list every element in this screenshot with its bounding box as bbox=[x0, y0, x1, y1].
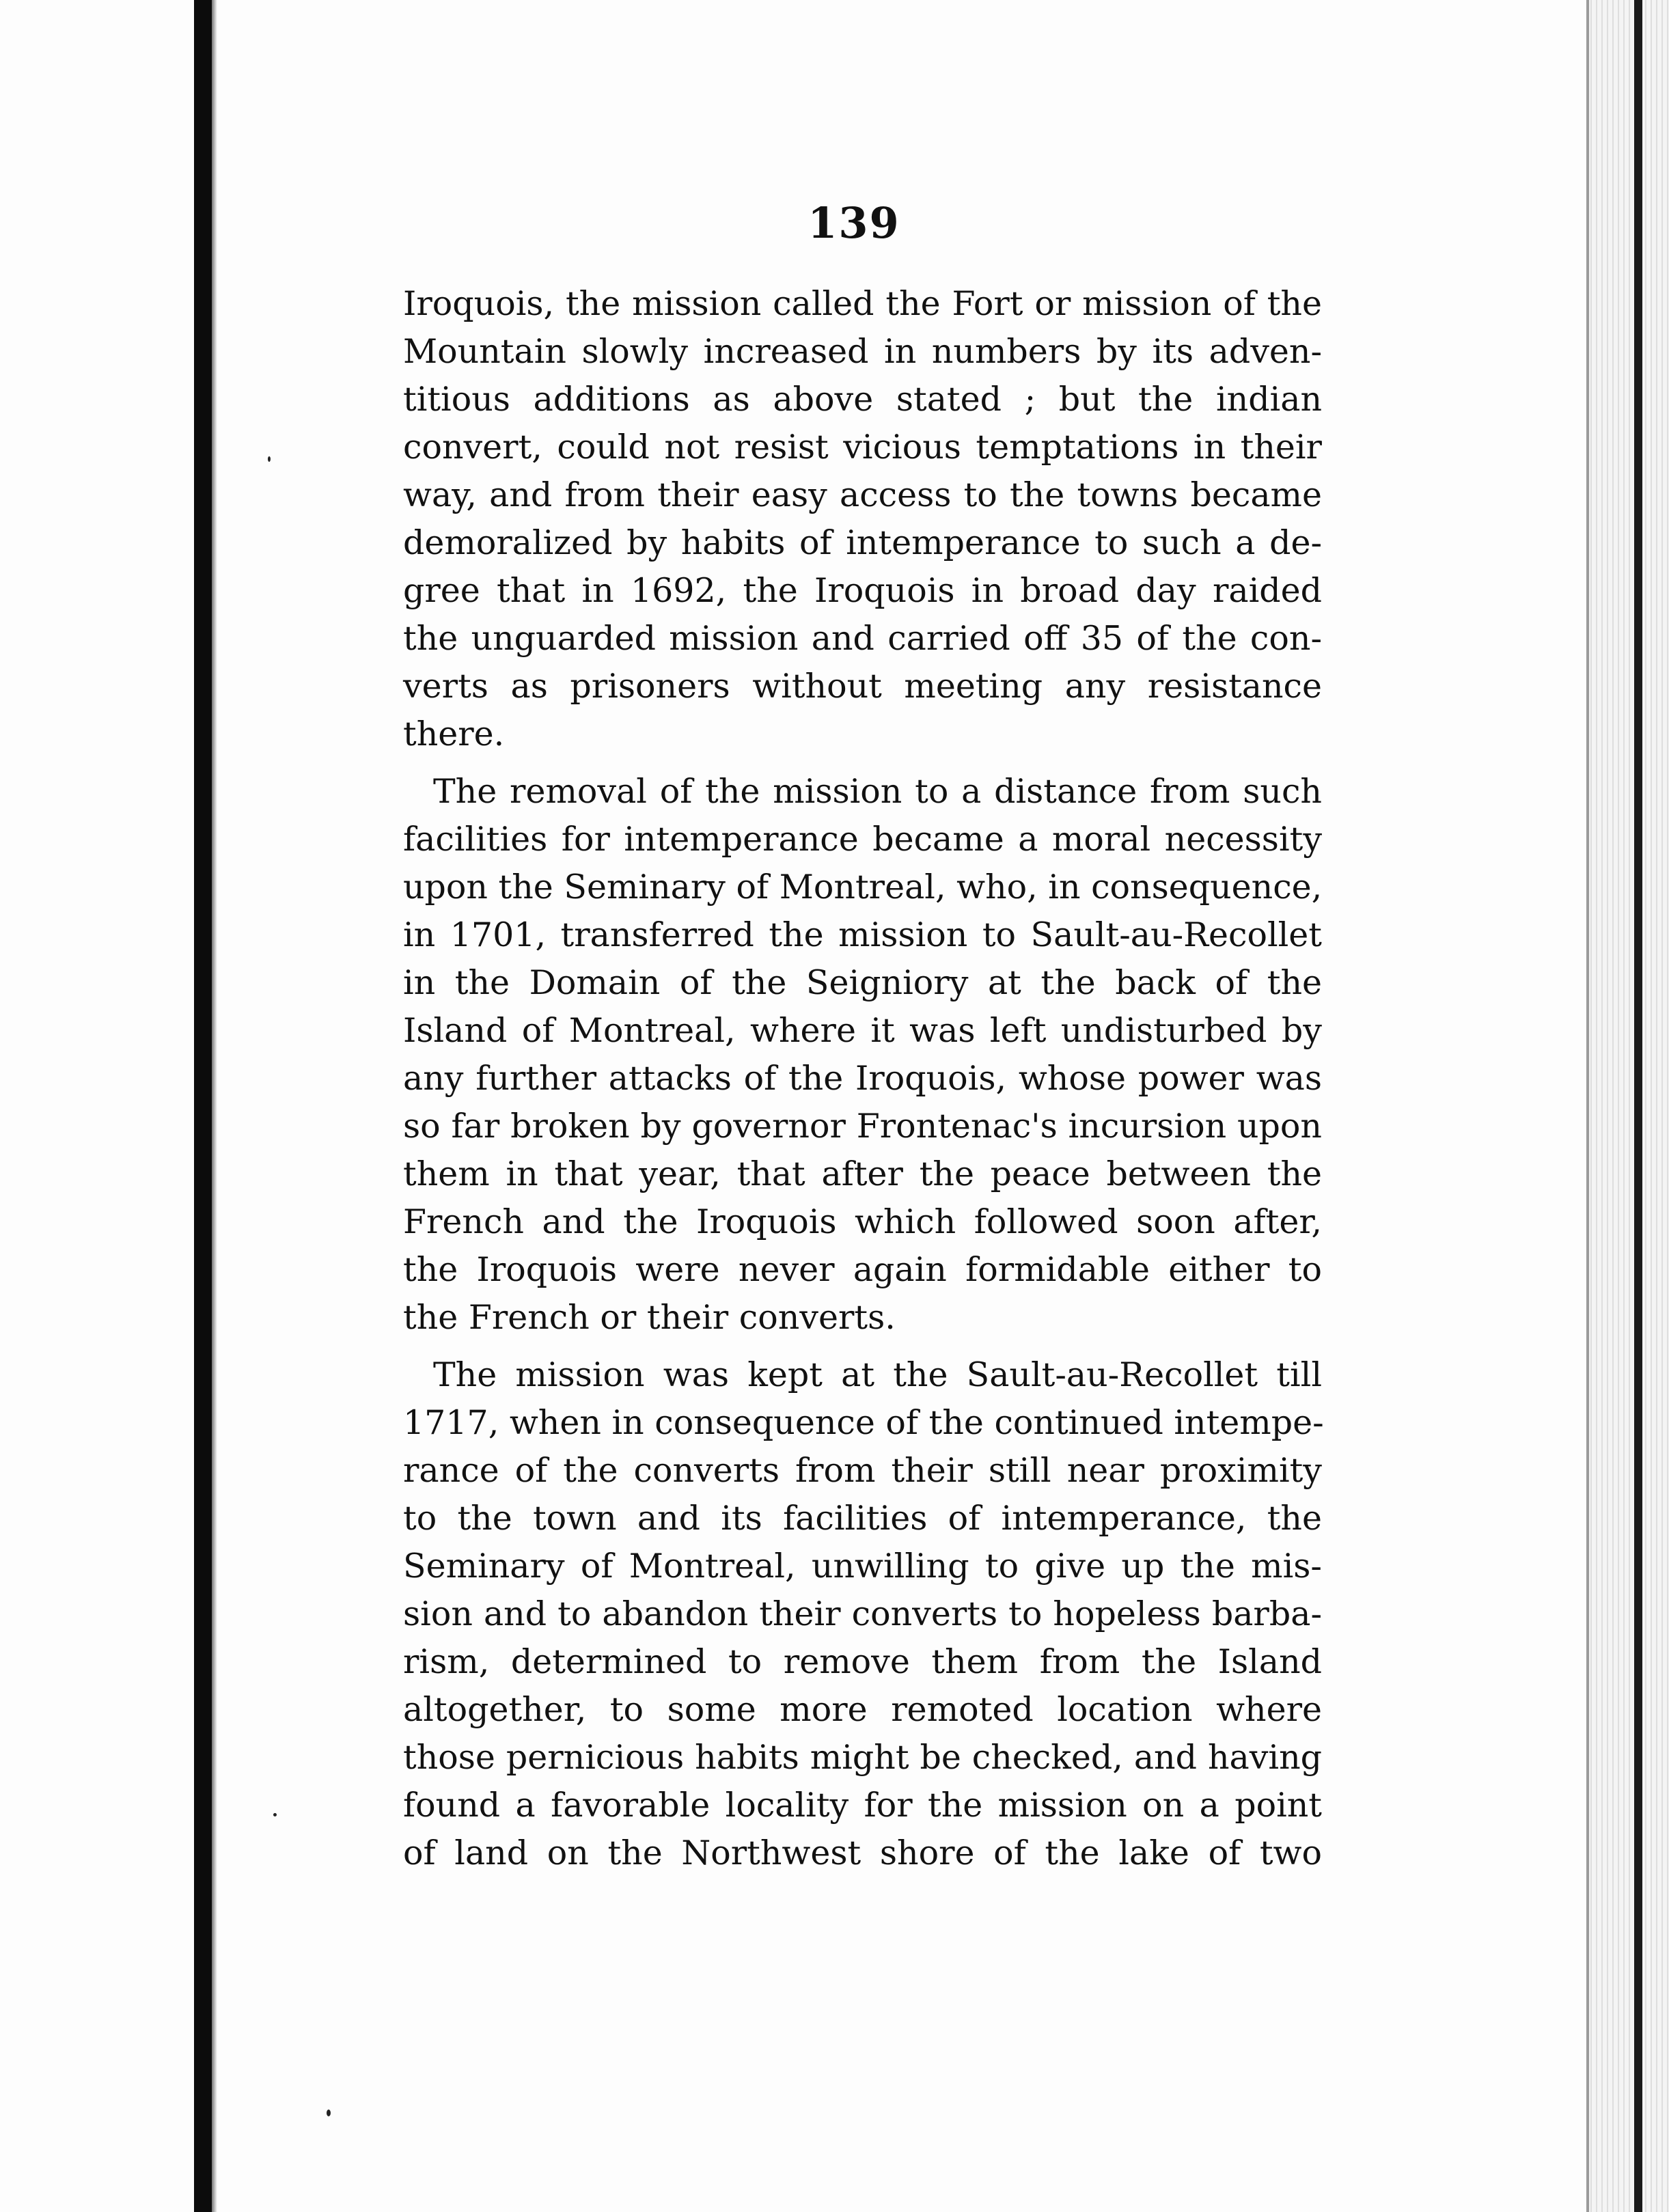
paragraph-2 bbox=[403, 768, 1322, 1342]
scan-speck bbox=[273, 1813, 277, 1816]
paragraph-1 bbox=[403, 280, 1322, 758]
text-line: there. bbox=[403, 715, 505, 754]
text-line: found a favorable locality for the mission on a point bbox=[403, 1786, 1322, 1825]
text-line: rance of the converts from their still near proximity bbox=[403, 1451, 1322, 1490]
binding-edge bbox=[194, 0, 212, 2212]
text-line: titious additions as above stated ; but the indian bbox=[403, 380, 1322, 419]
text-line: The removal of the mission to a distance from such bbox=[433, 772, 1322, 811]
text-line: Island of Montreal, where it was left undisturbed by bbox=[403, 1011, 1322, 1050]
text-line: sion and to abandon their converts to hopeless barba- bbox=[403, 1594, 1322, 1633]
text-line: in the Domain of the Seigniory at the back of the bbox=[403, 963, 1322, 1002]
text-line: the unguarded mission and carried off 35 of the con- bbox=[403, 619, 1322, 658]
paragraph-3 bbox=[403, 1351, 1322, 1877]
text-line: verts as prisoners without meeting any resistance bbox=[403, 667, 1322, 706]
page-number: 139 bbox=[808, 198, 900, 248]
text-line: demoralized by habits of intemperance to such a de- bbox=[403, 523, 1322, 562]
text-line: the French or their converts. bbox=[403, 1298, 896, 1337]
text-line: Seminary of Montreal, unwilling to give up the mis- bbox=[403, 1547, 1322, 1586]
text-line: 1717, when in consequence of the continued intempe- bbox=[403, 1403, 1324, 1442]
text-line: them in that year, that after the peace between the bbox=[403, 1155, 1322, 1193]
text-line: French and the Iroquois which followed soon after, bbox=[403, 1202, 1322, 1241]
scan-speck bbox=[327, 2110, 331, 2116]
scan-speck bbox=[268, 456, 271, 462]
text-line: those pernicious habits might be checked, and having bbox=[403, 1738, 1322, 1777]
page-edge-dark-line bbox=[1634, 0, 1642, 2212]
text-line: the Iroquois were never again formidable either to bbox=[403, 1250, 1322, 1289]
text-line: way, and from their easy access to the towns became bbox=[403, 475, 1322, 514]
text-line: Iroquois, the mission called the Fort or mission of the bbox=[403, 284, 1322, 323]
text-line: gree that in 1692, the Iroquois in broad day raided bbox=[403, 571, 1322, 610]
binding-shadow bbox=[212, 0, 217, 2212]
text-line: to the town and its facilities of intemperance, the bbox=[403, 1499, 1322, 1538]
text-line: upon the Seminary of Montreal, who, in consequence, bbox=[403, 868, 1323, 907]
page-edge-line bbox=[1586, 0, 1589, 2212]
body-text bbox=[403, 280, 1322, 1887]
text-line: rism, determined to remove them from the Island bbox=[403, 1642, 1322, 1681]
text-line: of land on the Northwest shore of the lake of two bbox=[403, 1834, 1322, 1872]
text-line: convert, could not resist vicious temptations in their bbox=[403, 428, 1322, 467]
text-line: facilities for intemperance became a moral necessity bbox=[403, 820, 1322, 859]
text-line: so far broken by governor Frontenac's incursion upon bbox=[403, 1107, 1322, 1146]
page-fore-edge bbox=[1586, 0, 1669, 2212]
text-line: in 1701, transferred the mission to Sault-au-Recollet bbox=[403, 915, 1322, 954]
text-line: any further attacks of the Iroquois, whose power was bbox=[403, 1059, 1322, 1098]
text-line: altogether, to some more remoted location where bbox=[403, 1690, 1322, 1729]
text-line: The mission was kept at the Sault-au-Recollet till bbox=[433, 1355, 1322, 1394]
text-line: Mountain slowly increased in numbers by its adven- bbox=[403, 332, 1322, 371]
